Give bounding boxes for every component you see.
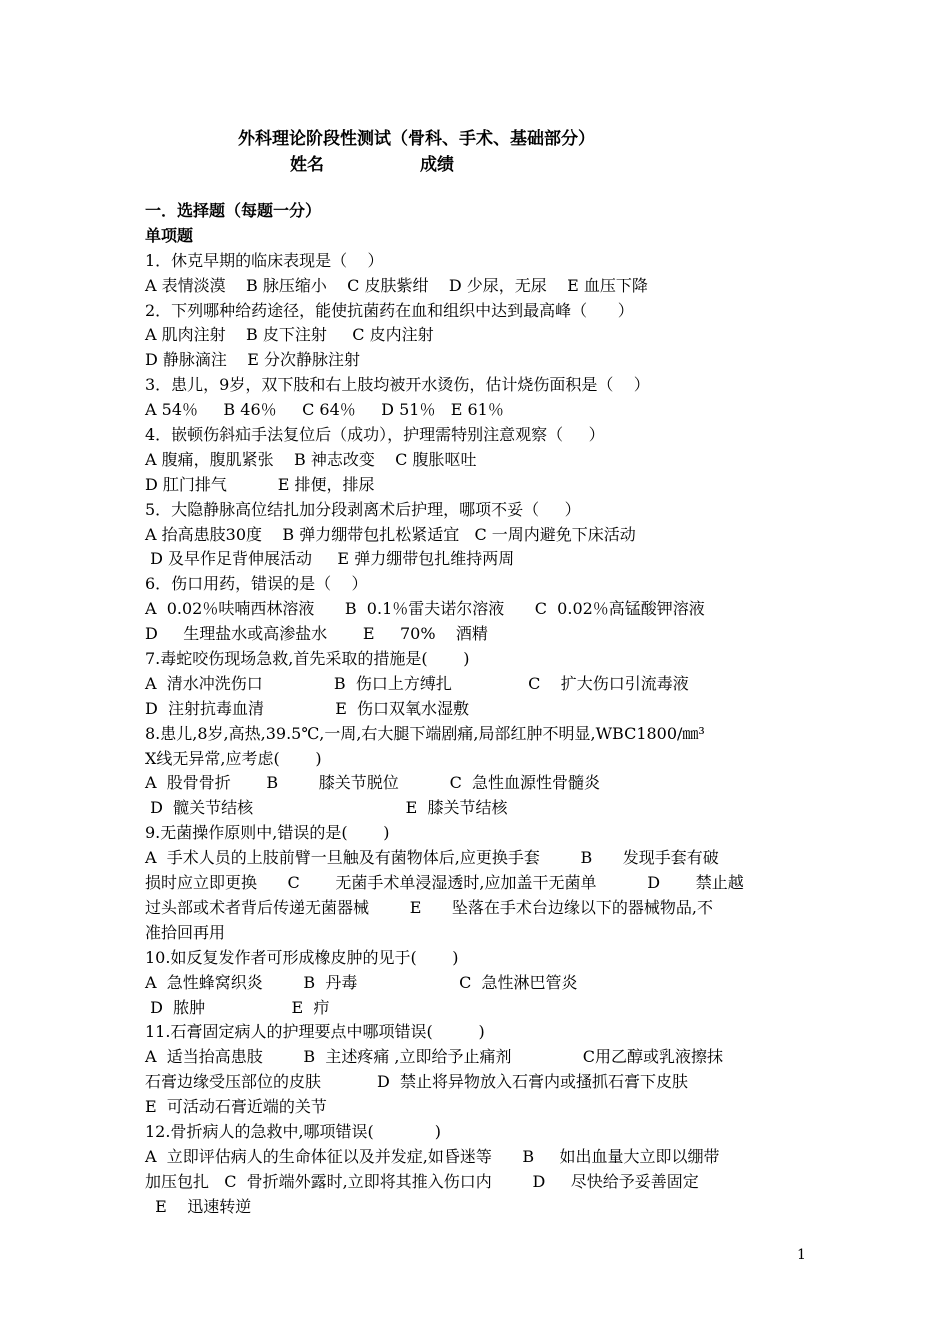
question-list — [145, 199, 815, 1220]
text-line: A 立即评估病人的生命体征以及并发症,如昏迷等 B 如出血量大立即以绷带 — [145, 1146, 720, 1166]
text-line: 2．下列哪种给药途径，能使抗菌药在血和组织中达到最高峰（ ） — [145, 300, 634, 320]
text-line: 3．患儿，9岁，双下肢和右上肢均被开水烫伤，估计烧伤面积是（ ） — [145, 375, 650, 395]
text-line: 5．大隐静脉高位结扎加分段剥离术后护理，哪项不妥（ ） — [145, 499, 581, 519]
text-line: D 静脉滴注 E 分次静脉注射 — [145, 350, 361, 370]
text-line: A 手术人员的上肢前臂一旦触及有菌物体后,应更换手套 B 发现手套有破 — [145, 848, 719, 868]
text-line: A 54％ B 46％ C 64％ D 51％ E 61％ — [145, 400, 504, 420]
name-score-row — [290, 150, 454, 175]
text-line: 6．伤口用药，错误的是（ ） — [145, 574, 368, 594]
text-line: E 可活动石膏近端的关节 — [145, 1097, 327, 1117]
text-line: A 急性蜂窝织炎 B 丹毒 C 急性淋巴管炎 — [145, 972, 578, 992]
page-title: 外科理论阶段性测试（骨科、手术、基础部分） — [238, 129, 595, 149]
text-line: 11.石膏固定病人的护理要点中哪项错误( ) — [145, 1022, 485, 1042]
text-line: D 注射抗毒血清 E 伤口双氧水湿敷 — [145, 698, 470, 718]
score-label: 成绩 — [420, 155, 454, 175]
text-line: 12.骨折病人的急救中,哪项错误( ) — [145, 1121, 442, 1141]
text-line: 4．嵌顿伤斜疝手法复位后（成功），护理需特别注意观察（ ） — [145, 425, 605, 445]
text-line: 过头部或术者背后传递无菌器械 E 坠落在手术台边缘以下的器械物品,不 — [145, 897, 713, 917]
text-line: D 髋关节结核 E 膝关节结核 — [145, 798, 508, 818]
page-number: 1 — [797, 1247, 806, 1263]
text-line: A 清水冲洗伤口 B 伤口上方缚扎 C 扩大伤口引流毒液 — [145, 673, 689, 693]
text-line: 8.患儿,8岁,高热,39.5℃,一周,右大腿下端剧痛,局部红肿不明显,WBC1800/㎜³ — [145, 723, 705, 743]
text-line: E 迅速转逆 — [145, 1196, 252, 1216]
text-line: 7.毒蛇咬伤现场急救,首先采取的措施是( ) — [145, 649, 470, 669]
text-line: 损时应立即更换 C 无菌手术单浸湿透时,应加盖干无菌单 D 禁止越 — [145, 873, 744, 893]
text-line: 石膏边缘受压部位的皮肤 D 禁止将异物放入石膏内或搔抓石膏下皮肤 — [145, 1072, 688, 1092]
text-line: D 肛门排气 E 排便，排尿 — [145, 474, 375, 494]
text-line: D 及早作足背伸展活动 E 弹力绷带包扎维持两周 — [145, 549, 515, 569]
text-line: D 生理盐水或高渗盐水 E 70% 酒精 — [145, 624, 488, 644]
section-heading: 单项题 — [145, 225, 194, 245]
text-line: 1．休克早期的临床表现是（ ） — [145, 250, 384, 270]
text-line: D 脓肿 E 疖 — [145, 997, 330, 1017]
text-line: A 抬高患肢30度 B 弹力绷带包扎松紧适宜 C 一周内避免下床活动 — [145, 524, 636, 544]
text-line: A 肌肉注射 B 皮下注射 C 皮内注射 — [145, 325, 434, 345]
text-line: A 股骨骨折 B 膝关节脱位 C 急性血源性骨髓炎 — [145, 773, 601, 793]
text-line: 加压包扎 C 骨折端外露时,立即将其推入伤口内 D 尽快给予妥善固定 — [145, 1171, 699, 1191]
text-line: X线无异常,应考虑( ) — [145, 748, 322, 768]
text-line: A 0.02％呋喃西林溶液 B 0.1％雷夫诺尔溶液 C 0.02％高锰酸钾溶液 — [145, 599, 705, 619]
text-line: A 适当抬高患肢 B 主述疼痛 ,立即给予止痛剂 C用乙醇或乳液擦抹 — [145, 1047, 723, 1067]
text-line: 10.如反复发作者可形成橡皮肿的见于( ) — [145, 947, 459, 967]
name-label: 姓名 — [290, 155, 324, 175]
section-heading: 一．选择题（每题一分） — [145, 201, 322, 220]
text-line: 准拾回再用 — [145, 922, 226, 942]
text-line: A 表情淡漠 B 脉压缩小 C 皮肤紫绀 D 少尿，无尿 E 血压下降 — [145, 275, 648, 295]
text-line: 9.无菌操作原则中,错误的是( ) — [145, 823, 390, 843]
text-line: A 腹痛，腹肌紧张 B 神志改变 C 腹胀呕吐 — [145, 449, 477, 469]
